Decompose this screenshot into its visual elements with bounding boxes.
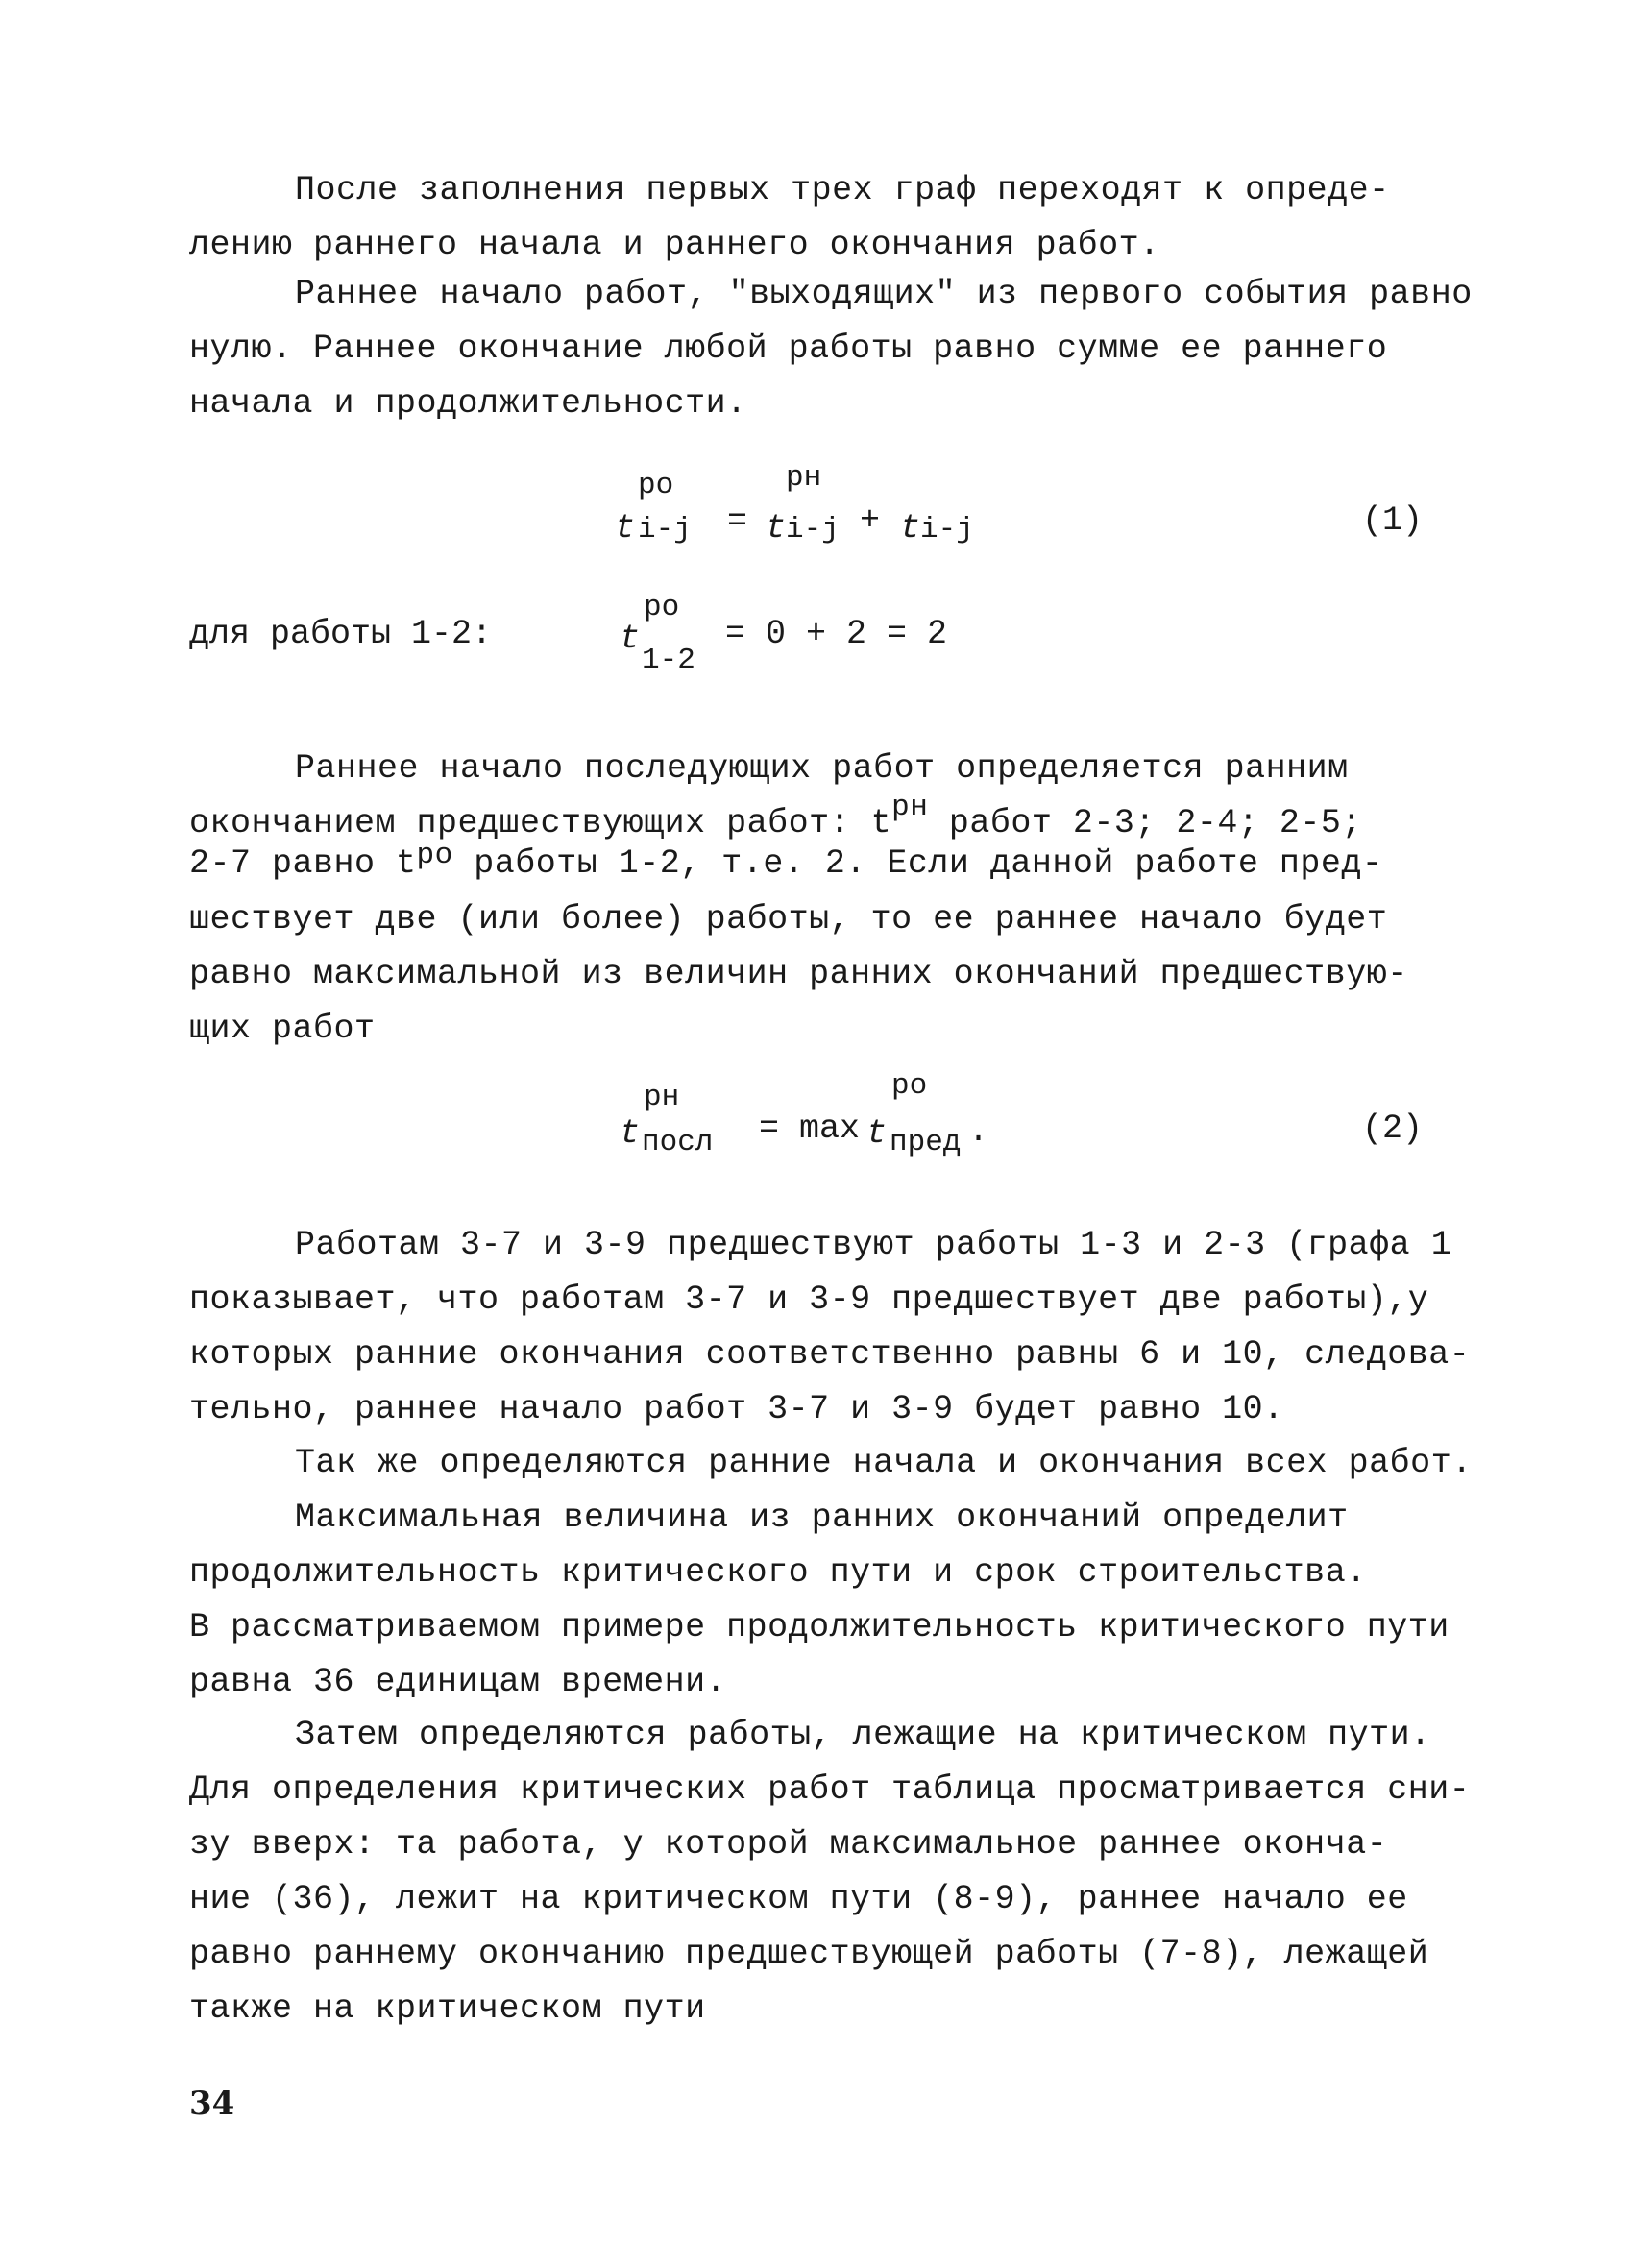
formula-1-sup1: ро (638, 469, 674, 502)
paragraph-1 (189, 163, 1438, 273)
text-line: показывает, что работам 3-7 и 3-9 предшествует две работы),у (189, 1280, 1429, 1319)
text-line: лению раннего начала и раннего окончания работ. (189, 226, 1160, 264)
formula-1-sub3: i-j (920, 513, 974, 547)
formula-2-eqmax: = max (759, 1110, 861, 1148)
formula-1-t3: t (900, 509, 921, 548)
text-line: зу вверх: та работа, у которой максимальное раннее оконча- (189, 1825, 1388, 1864)
paragraph-4 (189, 1218, 1471, 1437)
formula-2-t1: t (620, 1114, 641, 1153)
text-line: также на критическом пути (189, 1989, 706, 2028)
text-line: Так же определяются ранние начала и окончания всех работ. (295, 1444, 1473, 1482)
text-line: работы 1-2, т.е. 2. Если данной работе пред- (452, 844, 1383, 883)
text-line: начала и продолжительности. (189, 384, 747, 423)
text-line: продолжительность критического пути и срок строительства. (189, 1553, 1367, 1592)
formula-1-sup2: рн (786, 461, 822, 495)
formula-1-eq: = (727, 502, 748, 541)
formula-2-sup2: ро (891, 1069, 928, 1103)
text-line: работ 2-3; 2-4; 2-5; (928, 804, 1362, 842)
paragraph-3 (189, 742, 1438, 1057)
formula-1-sub2: i-j (786, 513, 840, 547)
example-sub: 1-2 (642, 644, 695, 677)
formula-1-sub1: i-j (638, 513, 692, 547)
inline-sup-po: ро (416, 839, 453, 872)
text-line: нулю. Раннее окончание любой работы равно сумме ее раннего (189, 329, 1388, 368)
text-line: шествует две (или более) работы, то ее раннее начало будет (189, 900, 1388, 939)
formula-2-sub2: пред (890, 1126, 962, 1159)
text-line: равна 36 единицам времени. (189, 1663, 727, 1701)
text-line: щих работ (189, 1010, 376, 1048)
formula-2-dot: . (968, 1112, 989, 1151)
example-label: для работы 1-2: (189, 615, 493, 653)
text-line: Раннее начало последующих работ определяется ранним (295, 749, 1349, 788)
formula-1-t1: t (615, 509, 636, 548)
text-line: равно максимальной из величин ранних окончаний предшествую- (189, 955, 1408, 993)
formula-1-t2: t (766, 509, 787, 548)
text-line: ние (36), лежит на критическом пути (8-9), раннее начало ее (189, 1880, 1408, 1918)
inline-sup-rn: рн (891, 791, 929, 824)
text-line: равно раннему окончанию предшествующей работы (7-8), лежащей (189, 1935, 1429, 1973)
text-line: После заполнения первых трех граф переходят к опреде- (295, 171, 1390, 209)
formula-2-sup1: рн (644, 1081, 680, 1114)
paragraph-2 (189, 267, 1473, 431)
equation-number-2: (2) (1362, 1110, 1424, 1148)
text-line: Работам 3-7 и 3-9 предшествуют работы 1-3 и 2-3 (графа 1 (295, 1226, 1452, 1264)
formula-2-t2: t (866, 1114, 888, 1153)
paragraph-7 (189, 1708, 1471, 2036)
text-line: окончанием предшествующих работ: t (189, 804, 892, 842)
example-sup: ро (644, 591, 680, 624)
formula-2-sub1: посл (642, 1126, 714, 1159)
equation-number-1: (1) (1362, 501, 1424, 540)
text-line: Для определения критических работ таблица просматривается сни- (189, 1770, 1471, 1809)
text-line: которых ранние окончания соответственно равны 6 и 10, следова- (189, 1335, 1471, 1374)
page-number: 34 (189, 2085, 235, 2123)
text-line: Раннее начало работ, "выходящих" из первого события равно (295, 275, 1473, 313)
paragraph-5 (189, 1436, 1473, 1491)
text-line: тельно, раннее начало работ 3-7 и 3-9 будет равно 10. (189, 1390, 1284, 1428)
example-t: t (620, 620, 641, 658)
paragraph-6 (189, 1491, 1450, 1710)
text-line: В рассматриваемом примере продолжительность критического пути (189, 1608, 1450, 1646)
text-line: 2-7 равно t (189, 844, 417, 883)
example-rhs: = 0 + 2 = 2 (725, 615, 948, 653)
text-line: Максимальная величина из ранних окончаний определит (295, 1499, 1349, 1537)
formula-1-plus: + (860, 501, 881, 540)
text-line: Затем определяются работы, лежащие на критическом пути. (295, 1716, 1431, 1754)
